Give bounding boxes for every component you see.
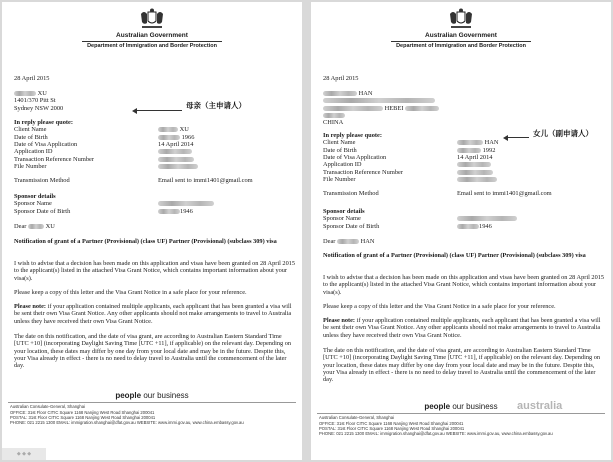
footer-divider [8, 402, 296, 403]
government-title: Australian Government [116, 32, 188, 39]
field-label: Transaction Reference Number [14, 155, 94, 163]
address-line: 1401/370 Pitt St [14, 97, 56, 105]
watermark-logo: ◆ ◆ ◆ [2, 448, 46, 460]
transmission-label: Transmission Method [14, 177, 70, 184]
field-label: Date of Visa Application [14, 140, 78, 148]
addressee-name: XU [14, 90, 47, 97]
footer-consulate: Australian Consulate-General, Shanghai [10, 404, 85, 409]
divider [391, 41, 531, 42]
field-value-redacted [158, 156, 194, 163]
coat-of-arms-icon [138, 8, 166, 30]
field-label: Client Name [323, 139, 356, 147]
field-label: Sponsor Name [323, 215, 361, 223]
field-value: 14 April 2014 [158, 140, 194, 148]
address-country: CHINA [323, 119, 344, 127]
footer-postal: POSTAL: 31st Floor CITIC Square 1168 Nanjing West Road Shanghai 200041 [319, 426, 465, 431]
reply-quote-heading: In reply please quote: [323, 132, 382, 139]
footer-brand: people our business [424, 402, 498, 411]
field-label: Sponsor Date of Birth [14, 207, 71, 215]
field-value: 1966 [158, 134, 194, 141]
footer-divider [317, 413, 605, 414]
sponsor-heading: Sponsor details [323, 208, 365, 215]
field-value-redacted [457, 161, 491, 168]
salutation: Dear HAN [323, 238, 375, 245]
reply-quote-heading: In reply please quote: [14, 119, 73, 126]
address-line: HEBEI [323, 105, 439, 112]
field-value-redacted [457, 169, 493, 176]
field-label: File Number [14, 162, 47, 170]
annotation-arrow [507, 137, 529, 138]
field-label: Transaction Reference Number [323, 168, 403, 176]
field-label: Application ID [323, 161, 362, 169]
field-label: File Number [323, 175, 356, 183]
transmission-value: Email sent to immi1401@gmail.com [457, 190, 552, 197]
letter-page-daughter [311, 2, 611, 460]
paragraph: Please keep a copy of this letter and the Visa Grant Notice in a safe place for your reference. [14, 289, 247, 296]
watermark-text: australia [517, 400, 563, 412]
field-value-redacted [158, 200, 214, 207]
field-value: 1946 [457, 223, 492, 230]
address-line: Sydney NSW 2000 [14, 104, 64, 112]
field-label: Date of Birth [14, 133, 48, 141]
transmission-value: Email sent to immi1401@gmail.com [158, 177, 253, 184]
subject-line: Notification of grant of a Partner (Provisional) (class UF) Partner (Provisional) (subclass 309) visa [14, 238, 277, 245]
field-value-redacted [457, 215, 517, 222]
field-label: Date of Birth [323, 146, 357, 154]
paragraph: The date on this notification, and the date of visa grant, are according to Australian Eastern Standard Time [UTC +10] (incorporating Daylight Saving Time [UTC +11], if applicable) on the relevant day. Depending on your location, these dates may differ by one day from your local date and may be in the future. Despite this, your Visa already in effect - there is no need to delay travel to Australia until the commencement of the later day. [323, 347, 600, 384]
footer-contact: PHONE: 021 2215 1300 EMAIL: immigration.shanghai@dfat.gov.au WEBSITE: www.immi.gov.au, www.china.embassy.gov.au [319, 431, 553, 436]
field-value: 1946 [158, 208, 193, 215]
transmission-label: Transmission Method [323, 190, 379, 197]
footer-postal: POSTAL: 31st Floor CITIC Square 1168 Nanjing West Road Shanghai 200041 [10, 415, 156, 420]
subject-line: Notification of grant of a Partner (Provisional) (class UF) Partner (Provisional) (subclass 309) visa [323, 252, 586, 259]
field-value-redacted [158, 148, 192, 155]
field-label: Sponsor Date of Birth [323, 222, 380, 230]
department-title: Department of Immigration and Border Protection [396, 43, 526, 49]
letter-page-mother [2, 2, 302, 460]
paragraph: I wish to advise that a decision has been made on this application and visas have been granted on 28 April 2015 to the applicant(s) listed in the attached Visa Grant Notice, which contains important information about your visa(s). [323, 274, 605, 296]
paragraph: I wish to advise that a decision has been made on this application and visas have been granted on 28 April 2015 to the applicant(s) listed in the attached Visa Grant Notice, which contains important information about your visa(s). [14, 260, 296, 282]
annotation-daughter: 女儿（副申请人） [533, 129, 593, 138]
footer-office: OFFICE: 31st Floor CITIC Square 1168 Nanjing West Road Shanghai 200041 [319, 421, 464, 426]
paragraph: Please note: if your application contained multiple applicants, each applicant that has been granted a visa will be sent their own Visa Grant Notice. Any other applicants should not make arrangements to travel to Australia unless they have received their own Visa Grant Notice. [323, 317, 601, 339]
field-value: 1992 [457, 147, 495, 154]
coat-of-arms-icon [447, 8, 475, 30]
field-value: HAN [457, 139, 498, 146]
sponsor-heading: Sponsor details [14, 193, 56, 200]
paragraph: The date on this notification, and the date of visa grant, are according to Australian Eastern Standard Time [UTC +10] (incorporating Daylight Saving Time [UTC +11], if applicable) on the relevant day. Depending on your location, these dates may differ by one day from your local date and may be in the future. Despite this, your Visa already in effect - there is no need to delay travel to Australia until the commencement of the later day. [14, 333, 291, 370]
addressee-name: HAN [323, 90, 372, 97]
footer-consulate: Australian Consulate-General, Shanghai [319, 415, 394, 420]
government-title: Australian Government [425, 32, 497, 39]
field-label: Application ID [14, 148, 53, 156]
letter-date: 28 April 2015 [323, 75, 359, 82]
footer-office: OFFICE: 31st Floor CITIC Square 1168 Nanjing West Road Shanghai 200041 [10, 410, 155, 415]
footer-contact: PHONE: 021 2215 1300 EMAIL: immigration.shanghai@dfat.gov.au WEBSITE: www.immi.gov.au, www.china.embassy.gov.au [10, 420, 244, 425]
field-value-redacted [158, 163, 198, 170]
department-title: Department of Immigration and Border Protection [87, 43, 217, 49]
footer-brand: people our business [115, 391, 189, 400]
annotation-arrow [136, 110, 182, 111]
field-label: Client Name [14, 126, 47, 134]
field-value-redacted [457, 176, 497, 183]
divider [82, 41, 222, 42]
field-label: Date of Visa Application [323, 153, 387, 161]
field-value: 14 April 2014 [457, 153, 493, 161]
letter-date: 28 April 2015 [14, 75, 50, 82]
field-value: XU [158, 126, 189, 133]
annotation-mother: 母亲（主申请人） [186, 101, 246, 110]
paragraph: Please keep a copy of this letter and the Visa Grant Notice in a safe place for your reference. [323, 303, 556, 310]
address-line-redacted [323, 112, 345, 119]
address-line-redacted [323, 97, 435, 104]
salutation: Dear XU [14, 223, 55, 230]
field-label: Sponsor Name [14, 200, 52, 208]
paragraph: Please note: if your application contained multiple applicants, each applicant that has been granted a visa will be sent their own Visa Grant Notice. Any other applicants should not make arrangements to travel to Australia unless they have received their own Visa Grant Notice. [14, 303, 292, 325]
